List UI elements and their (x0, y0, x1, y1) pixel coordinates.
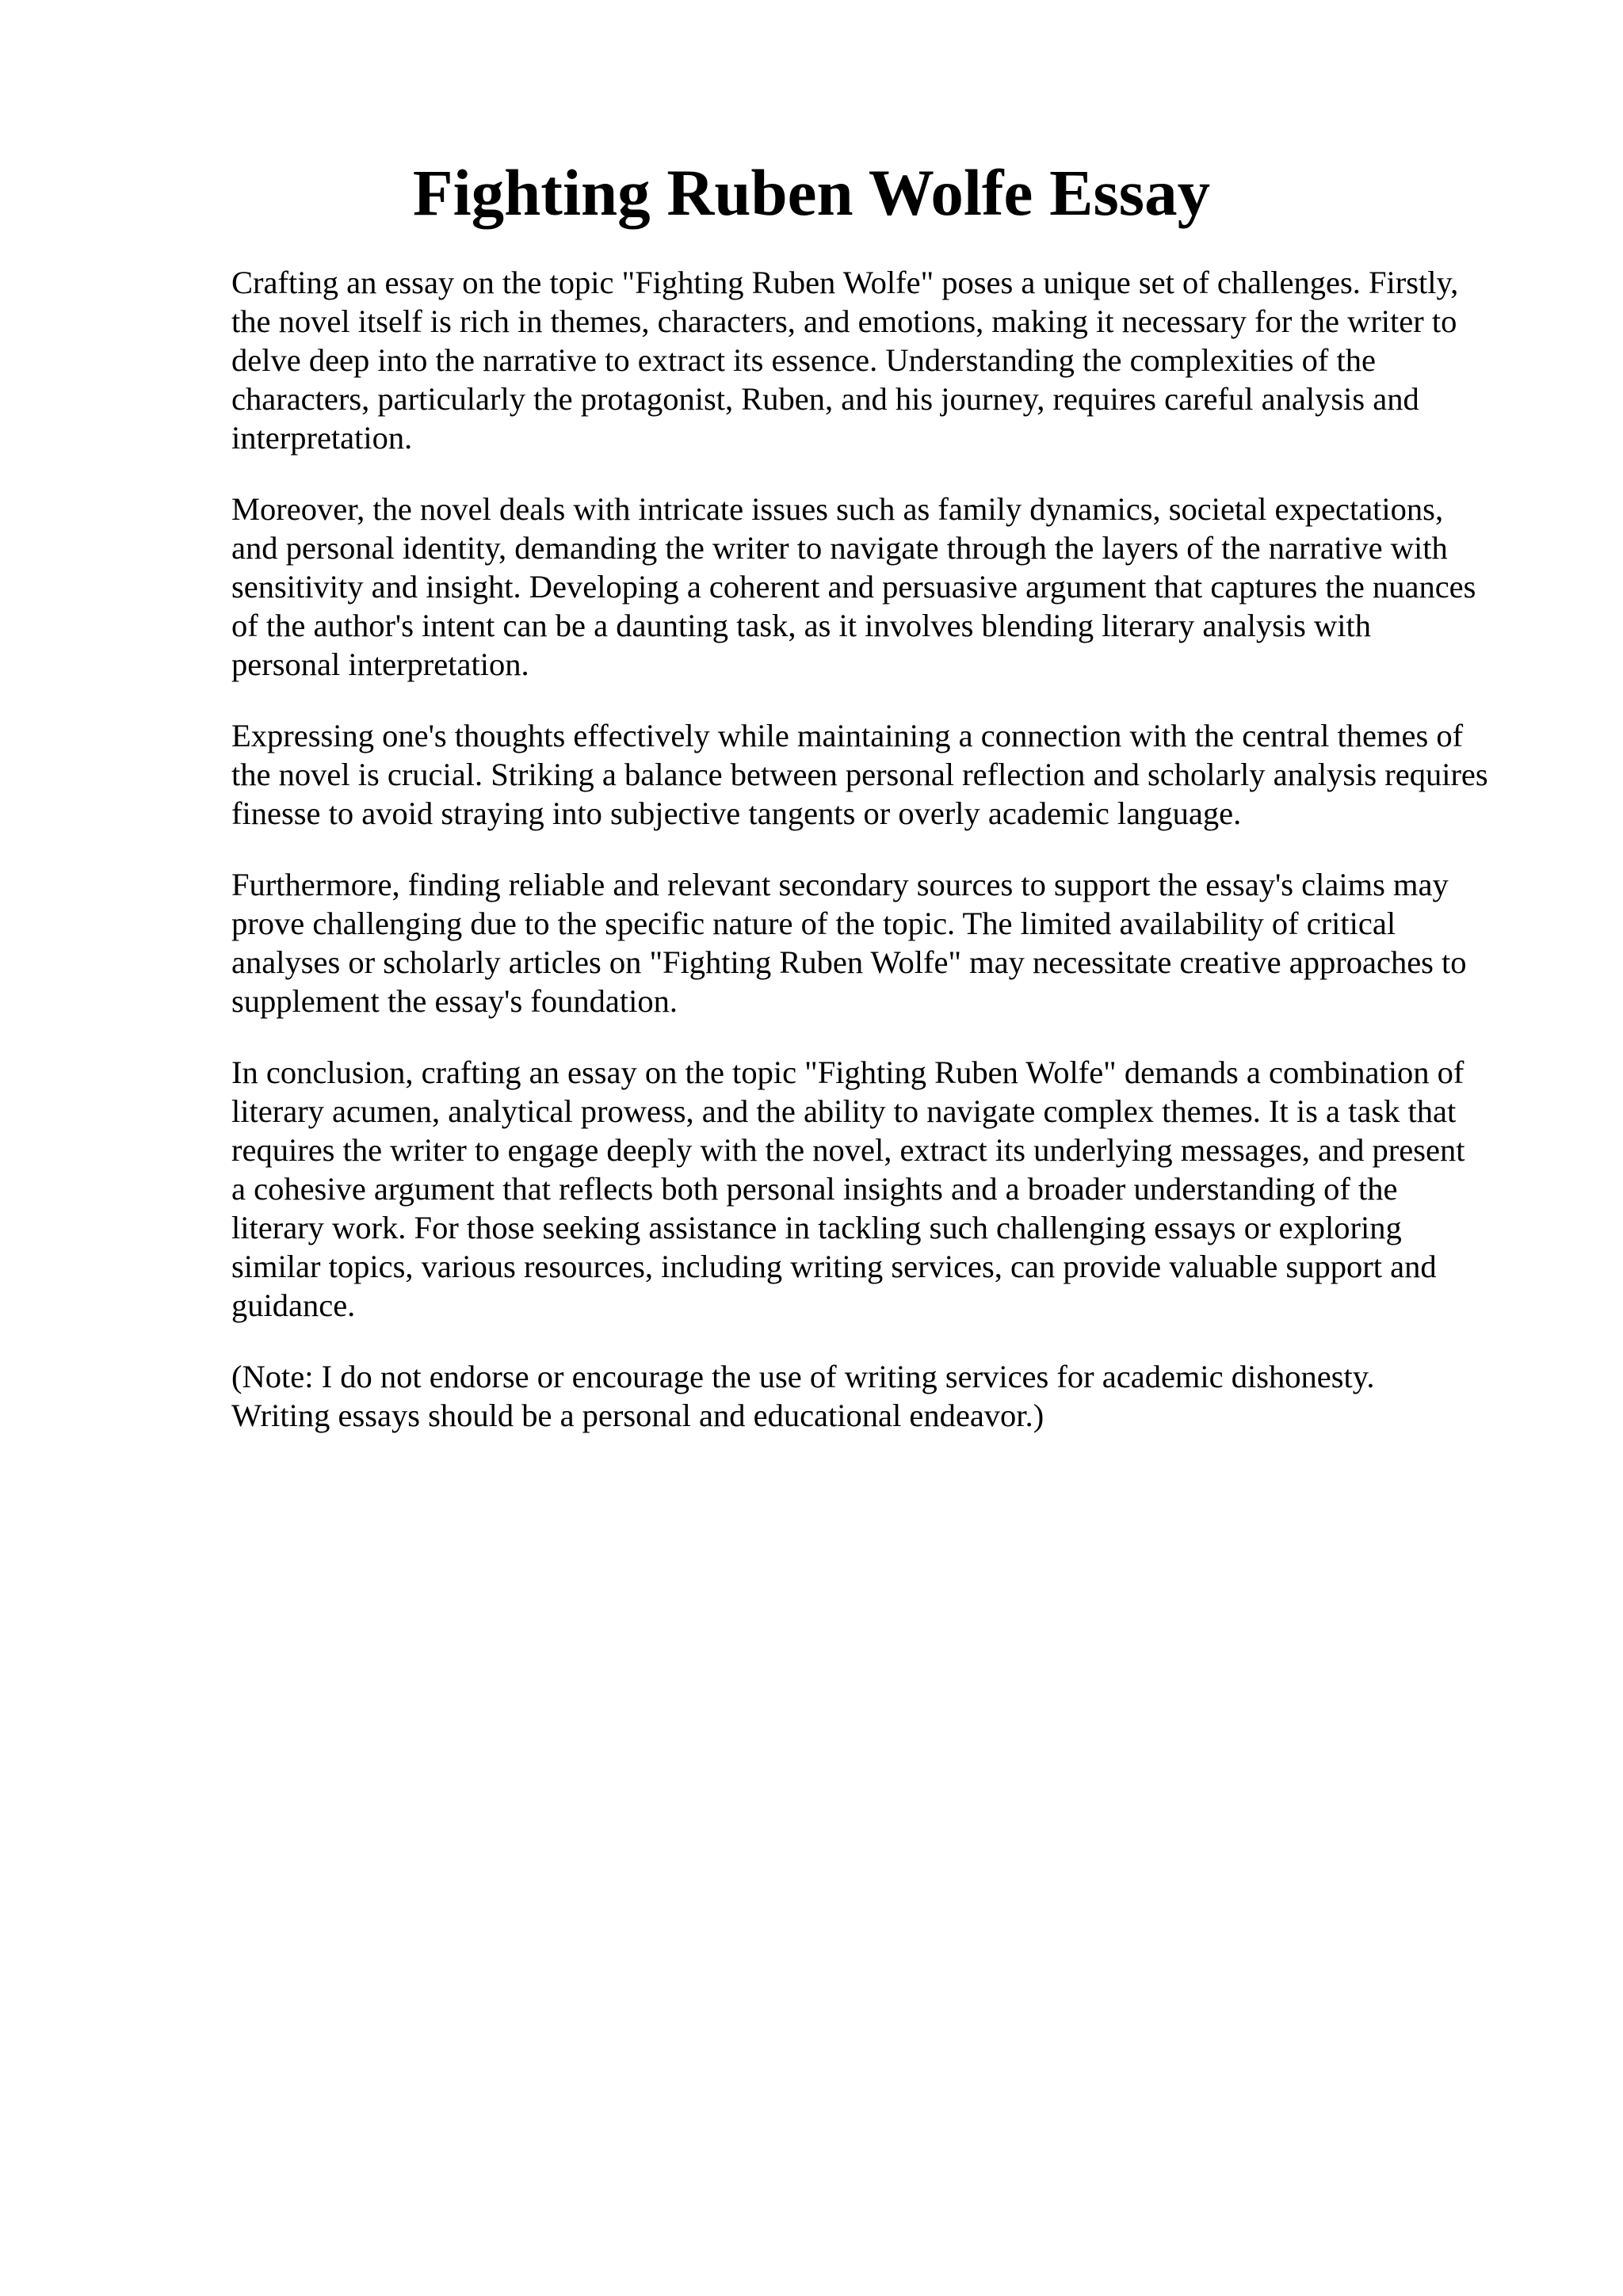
text-line: Expressing one's thoughts effectively while maintaining a connection with the central themes of (231, 718, 1464, 753)
text-line: interpretation. (231, 420, 413, 456)
text-line: In conclusion, crafting an essay on the topic "Fighting Ruben Wolfe" demands a combination of (231, 1055, 1465, 1090)
text-line: similar topics, various resources, including writing services, can provide valuable support and (231, 1249, 1437, 1284)
text-line: a cohesive argument that reflects both personal insights and a broader understanding of the (231, 1171, 1398, 1207)
text-line: (Note: I do not endorse or encourage the use of writing services for academic dishonesty. (231, 1359, 1375, 1394)
paragraph-conclusion (231, 1053, 1539, 1325)
paragraph-moreover (231, 490, 1539, 684)
text-line: finesse to avoid straying into subjective tangents or overly academic language. (231, 795, 1242, 831)
text-line: sensitivity and insight. Developing a coherent and persuasive argument that captures the nuances (231, 569, 1476, 605)
text-line: the novel itself is rich in themes, characters, and emotions, making it necessary for the writer to (231, 303, 1457, 339)
text-line: characters, particularly the protagonist, Ruben, and his journey, requires careful analysis and (231, 381, 1419, 417)
document-body (231, 263, 1539, 1435)
paragraph-intro (231, 263, 1539, 457)
text-line: Furthermore, finding reliable and relevant secondary sources to support the essay's claims may (231, 867, 1449, 902)
text-line: literary work. For those seeking assistance in tackling such challenging essays or exploring (231, 1210, 1402, 1245)
text-line: delve deep into the narrative to extract its essence. Understanding the complexities of the (231, 342, 1376, 378)
text-line: guidance. (231, 1287, 356, 1323)
text-line: Crafting an essay on the topic "Fighting Ruben Wolfe" poses a unique set of challenges. Firstly, (231, 265, 1459, 300)
text-line: of the author's intent can be a daunting task, as it involves blending literary analysis with (231, 608, 1371, 643)
text-line: Writing essays should be a personal and educational endeavor.) (231, 1398, 1044, 1433)
paragraph-furthermore (231, 865, 1539, 1020)
text-line: the novel is crucial. Striking a balance between personal reflection and scholarly analysis requires (231, 757, 1488, 792)
text-line: requires the writer to engage deeply with the novel, extract its underlying messages, and present (231, 1132, 1465, 1168)
text-line: Moreover, the novel deals with intricate issues such as family dynamics, societal expectations, (231, 491, 1444, 527)
text-line: and personal identity, demanding the writer to navigate through the layers of the narrative with (231, 530, 1448, 566)
paragraph-note (231, 1357, 1539, 1435)
text-line: personal interpretation. (231, 646, 529, 682)
paragraph-expressing (231, 716, 1539, 833)
text-line: analyses or scholarly articles on "Fighting Ruben Wolfe" may necessitate creative approaches to (231, 944, 1467, 980)
text-line: literary acumen, analytical prowess, and the ability to navigate complex themes. It is a task that (231, 1093, 1457, 1129)
document-title: Fighting Ruben Wolfe Essay (412, 156, 1211, 229)
text-line: prove challenging due to the specific nature of the topic. The limited availability of critical (231, 906, 1396, 941)
text-line: supplement the essay's foundation. (231, 983, 678, 1019)
